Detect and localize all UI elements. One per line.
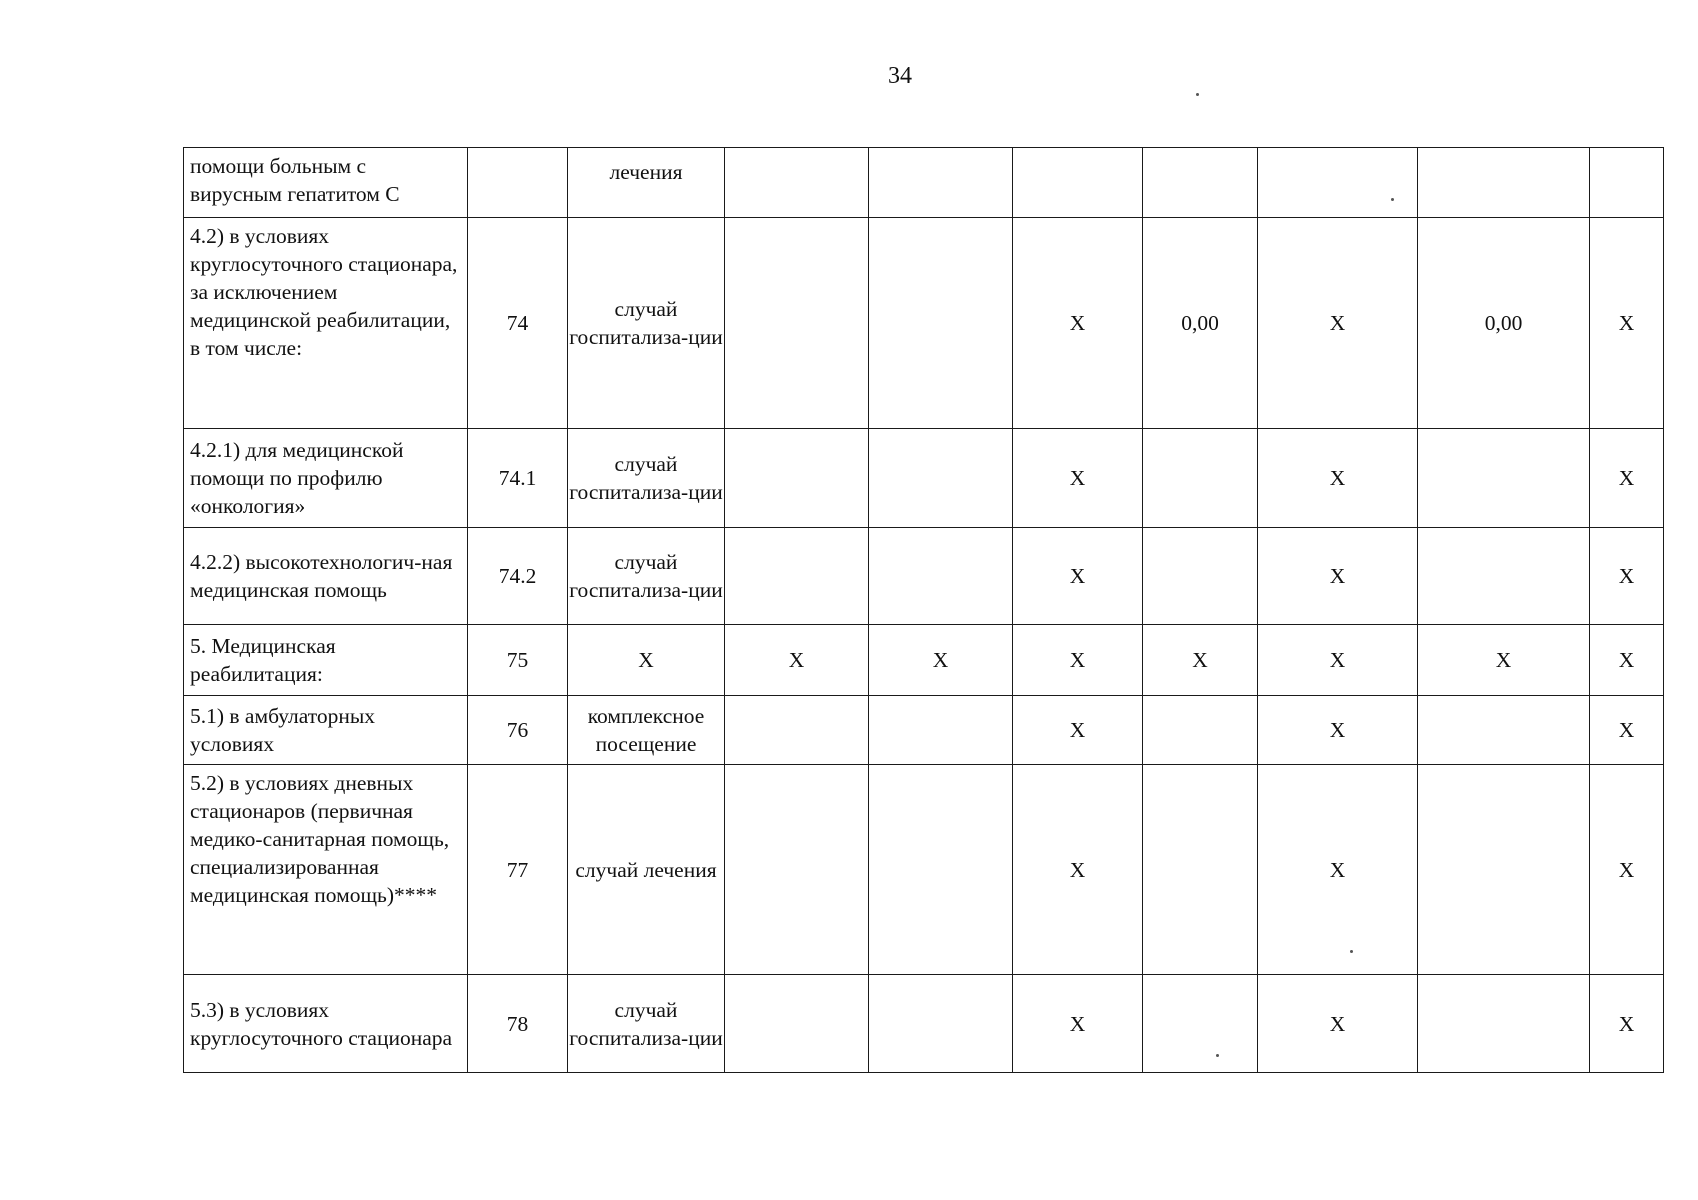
row-name: 5.2) в условиях дневных стационаров (первичная медико-санитарная помощь, специализированная медицинская помощь)**** — [184, 765, 468, 975]
row-name: 5. Медицинская реабилитация: — [184, 625, 468, 696]
cell: X — [725, 625, 869, 696]
cell — [725, 696, 869, 765]
row-name: 5.1) в амбулаторных условиях — [184, 696, 468, 765]
data-table — [183, 147, 1664, 1073]
table-row — [184, 696, 1664, 765]
table-row — [184, 218, 1664, 429]
cell: X — [869, 625, 1013, 696]
row-unit: случай госпитализа-ции — [568, 429, 725, 528]
cell: X — [1013, 625, 1143, 696]
cell — [1143, 975, 1258, 1073]
cell: X — [1590, 975, 1664, 1073]
cell — [1143, 765, 1258, 975]
cell — [725, 148, 869, 218]
row-unit: комплексное посещение — [568, 696, 725, 765]
cell: 0,00 — [1143, 218, 1258, 429]
cell: 0,00 — [1418, 218, 1590, 429]
cell: X — [1590, 765, 1664, 975]
cell — [869, 148, 1013, 218]
cell — [1143, 696, 1258, 765]
cell — [1418, 765, 1590, 975]
table-row — [184, 528, 1664, 625]
cell: X — [1258, 625, 1418, 696]
cell: X — [1258, 765, 1418, 975]
cell: X — [1013, 528, 1143, 625]
row-unit: случай госпитализа-ции — [568, 528, 725, 625]
cell — [725, 528, 869, 625]
row-unit: X — [568, 625, 725, 696]
cell — [1143, 148, 1258, 218]
row-name: помощи больным с вирусным гепатитом С — [184, 148, 468, 218]
table-row — [184, 975, 1664, 1073]
cell: X — [1590, 528, 1664, 625]
cell — [1418, 528, 1590, 625]
cell: X — [1013, 218, 1143, 429]
cell — [1013, 148, 1143, 218]
cell — [1418, 696, 1590, 765]
cell — [725, 765, 869, 975]
cell — [869, 429, 1013, 528]
row-name: 4.2.1) для медицинской помощи по профилю «онкология» — [184, 429, 468, 528]
cell — [1418, 975, 1590, 1073]
cell — [1143, 429, 1258, 528]
cell: X — [1590, 429, 1664, 528]
cell: X — [1258, 218, 1418, 429]
cell: X — [1590, 625, 1664, 696]
cell — [725, 975, 869, 1073]
cell — [725, 218, 869, 429]
page-number: 34 — [888, 63, 912, 89]
row-unit: лечения — [568, 148, 725, 218]
cell — [869, 528, 1013, 625]
cell: X — [1258, 696, 1418, 765]
table-row — [184, 429, 1664, 528]
cell: X — [1258, 975, 1418, 1073]
row-code: 74 — [468, 218, 568, 429]
cell: X — [1143, 625, 1258, 696]
table-row — [184, 625, 1664, 696]
cell: X — [1258, 528, 1418, 625]
row-name: 5.3) в условиях круглосуточного стационара — [184, 975, 468, 1073]
cell — [869, 765, 1013, 975]
row-code: 74.2 — [468, 528, 568, 625]
row-code: 76 — [468, 696, 568, 765]
scan-speck — [1350, 950, 1353, 953]
cell: X — [1590, 696, 1664, 765]
row-unit: случай лечения — [568, 765, 725, 975]
row-name: 4.2) в условиях круглосуточного стационара, за исключением медицинской реабилитации, в том числе: — [184, 218, 468, 429]
cell — [869, 218, 1013, 429]
cell — [1258, 148, 1418, 218]
row-unit: случай госпитализа-ции — [568, 975, 725, 1073]
cell — [1418, 148, 1590, 218]
table-row — [184, 148, 1664, 218]
row-code: 77 — [468, 765, 568, 975]
scan-speck — [1391, 198, 1394, 201]
cell: X — [1013, 429, 1143, 528]
cell — [869, 696, 1013, 765]
cell: X — [1418, 625, 1590, 696]
cell: X — [1258, 429, 1418, 528]
row-unit: случай госпитализа-ции — [568, 218, 725, 429]
cell — [869, 975, 1013, 1073]
row-name: 4.2.2) высокотехнологич-ная медицинская помощь — [184, 528, 468, 625]
cell — [1590, 148, 1664, 218]
row-code: 75 — [468, 625, 568, 696]
row-code — [468, 148, 568, 218]
cell — [1418, 429, 1590, 528]
scan-speck — [1216, 1054, 1219, 1057]
row-code: 78 — [468, 975, 568, 1073]
cell — [1143, 528, 1258, 625]
cell: X — [1013, 975, 1143, 1073]
cell: X — [1013, 765, 1143, 975]
cell — [725, 429, 869, 528]
scan-speck — [1196, 93, 1199, 96]
table-row — [184, 765, 1664, 975]
cell: X — [1013, 696, 1143, 765]
row-code: 74.1 — [468, 429, 568, 528]
cell: X — [1590, 218, 1664, 429]
